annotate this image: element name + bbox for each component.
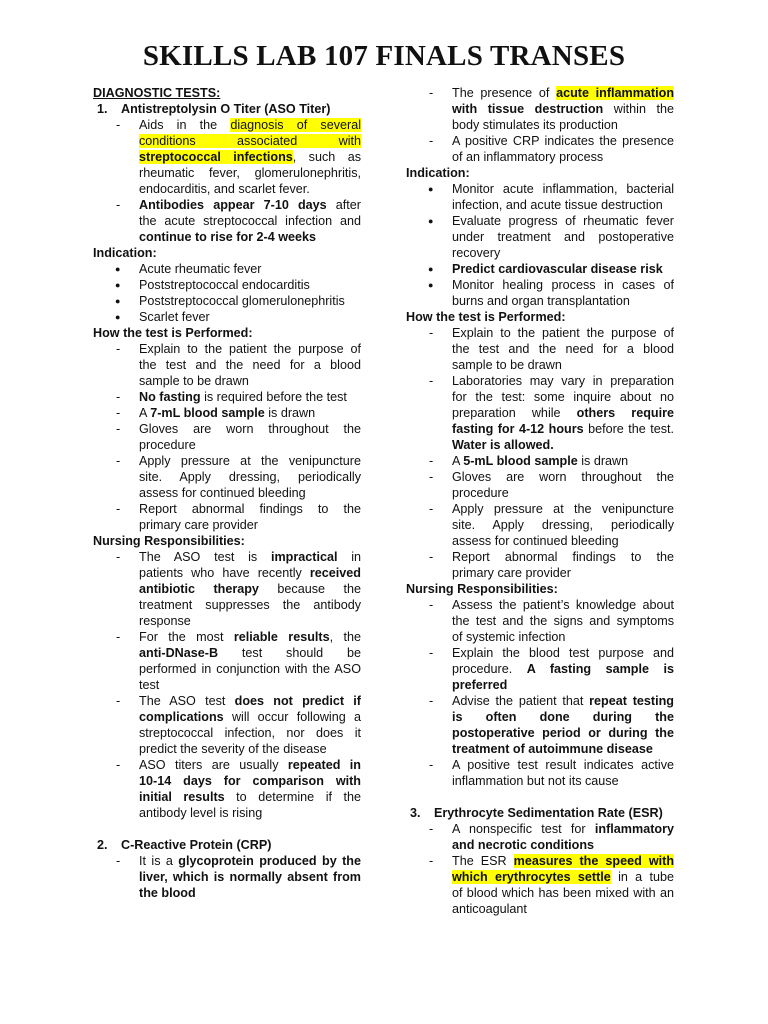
text-run: antibody level is rising [139,806,263,820]
text-run: Apply pressure at the venipuncture [139,454,361,468]
item-continuation [406,869,674,885]
dash-item [406,645,674,661]
item-continuation [406,533,674,549]
item-continuation [406,485,674,501]
bullet-item [93,293,361,309]
item-continuation [406,565,674,581]
text-run: A nonspecific test for [452,822,595,836]
dash-item [406,693,674,709]
item-continuation [406,117,674,133]
dash-marker: - [116,198,121,212]
text-run: How the test is Performed: [406,310,566,324]
text-run: rheumatic fever, glomerulonephritis, [139,166,361,180]
dash-item [406,597,674,613]
text-run: A [452,454,464,468]
item-continuation [93,149,361,165]
bullet-marker: ● [428,280,434,290]
text-run: Report abnormal findings to the [452,550,674,564]
text-run: It is a [139,854,179,868]
bullet-item [93,309,361,325]
text-run: Poststreptococcal glomerulonephritis [139,294,345,308]
text-run: the test and the need for a blood [139,358,361,372]
text-run: , such as [292,150,361,164]
text-run: ASO titers are usually [139,758,288,772]
dash-item [406,453,674,469]
text-run: Scarlet fever [139,310,210,324]
item-continuation [406,741,674,757]
text-run: anti-DNase-B [139,646,219,660]
text-run: the test and the need for a blood [452,342,674,356]
text-run: sample to be drawn [452,358,562,372]
item-continuation [93,469,361,485]
dash-marker: - [116,550,121,564]
text-run: assess for continued bleeding [452,534,619,548]
text-run: Nursing Responsibilities: [93,534,245,548]
section-heading [406,309,674,325]
dash-item [406,325,674,341]
item-continuation [93,677,361,693]
text-run: received [309,566,361,580]
text-run: Laboratories may vary in preparation [452,374,674,388]
dash-item [93,853,361,869]
text-run: liver, which is normally absent from [139,870,361,884]
item-continuation [406,885,674,901]
dash-marker: - [116,630,121,644]
text-run: The ASO test [139,694,235,708]
text-run: performed in conjunction with the ASO [139,662,361,676]
text-run: burns and organ transplantation [452,294,630,308]
text-run: procedure [139,438,196,452]
text-run: repeated in [287,758,361,772]
item-continuation [93,613,361,629]
item-continuation [406,837,674,853]
text-run: Erythrocyte Sedimentation Rate (ESR) [434,806,663,820]
text-run: in [337,550,361,564]
text-run: The ESR [452,854,514,868]
list-number: 1. [97,102,108,116]
text-run: because the [258,582,361,596]
section-heading [93,85,361,101]
text-run: body stimulates its production [452,118,618,132]
text-run: of an inflammatory process [452,150,604,164]
text-run: preparation while [452,406,577,420]
section-heading [93,245,361,261]
bullet-marker: ● [428,216,434,226]
dash-item [93,197,361,213]
text-run: the acute streptococcal infection and [139,214,361,228]
section-heading [93,533,361,549]
dash-marker: - [429,470,434,484]
blank-line [93,821,361,837]
text-run: recovery [452,246,501,260]
dash-marker: - [116,502,121,516]
item-continuation [93,133,361,149]
text-run: is drawn [264,406,316,420]
text-run: test [139,678,160,692]
dash-item [93,693,361,709]
dash-item [406,821,674,837]
text-run: for the test: some inquire about no [452,390,674,404]
item-continuation [93,661,361,677]
list-number: 2. [97,838,108,852]
item-continuation [406,229,674,245]
item-continuation [406,661,674,677]
item-continuation [93,709,361,725]
text-run: C-Reactive Protein (CRP) [121,838,272,852]
text-run: after [326,198,361,212]
section-heading [93,325,361,341]
text-run: Explain to the patient the purpose of [139,342,361,356]
dash-item [93,453,361,469]
item-continuation [93,517,361,533]
dash-marker: - [116,694,121,708]
left-column [93,85,361,901]
item-continuation [406,405,674,421]
item-continuation [93,869,361,885]
text-run: antibiotic therapy [139,582,259,596]
numbered-heading [406,805,674,821]
item-continuation [93,373,361,389]
text-run: Advise the patient that [452,694,590,708]
bullet-item [406,181,674,197]
list-number: 3. [410,806,421,820]
text-run: site. Apply dressing, periodically [452,518,674,532]
text-run: patients who have recently [139,566,310,580]
dash-marker: - [116,758,121,772]
text-run: Monitor healing process in cases of [452,278,674,292]
item-continuation [93,789,361,805]
item-continuation [406,245,674,261]
text-run: acute inflammation [556,86,674,100]
item-continuation [406,101,674,117]
dash-marker: - [429,694,434,708]
text-run: streptococcal infections [139,150,293,164]
text-run: Explain the blood test purpose and [452,646,674,660]
dash-marker: - [429,646,434,660]
text-run: anticoagulant [452,902,527,916]
text-run: streptococcal infection, nor does it [139,726,361,740]
text-run: 7-mL blood sample [150,406,265,420]
dash-marker: - [429,854,434,868]
bullet-marker: ● [115,312,121,322]
text-run: conditions associated with [139,134,361,148]
bullet-item [93,277,361,293]
text-run: A positive test result indicates active [452,758,674,772]
text-run: others require [576,406,674,420]
dash-marker: - [429,550,434,564]
text-run: test should be [218,646,361,660]
text-run: is drawn [577,454,629,468]
text-run: complications [139,710,224,724]
bullet-item [93,261,361,277]
dash-marker: - [429,326,434,340]
text-run: Nursing Responsibilities: [406,582,558,596]
item-continuation [406,901,674,917]
text-run: Apply pressure at the venipuncture [452,502,674,516]
text-run: , the [329,630,361,644]
text-run: A positive CRP indicates the presence [452,134,674,148]
text-run: is often done during the [452,710,674,724]
text-run: treatment suppresses the antibody [139,598,361,612]
text-run: Assess the patient’s knowledge about [452,598,674,612]
item-continuation [406,677,674,693]
text-run: Gloves are worn throughout the [452,470,674,484]
text-run: under treatment and postoperative [452,230,674,244]
text-run: procedure [452,486,509,500]
dash-marker: - [116,454,121,468]
text-run: is required before the test [200,390,347,404]
dash-item [406,757,674,773]
text-run: the test and the signs and symptoms [452,614,674,628]
bullet-marker: ● [428,184,434,194]
dash-marker: - [429,134,434,148]
bullet-marker: ● [115,264,121,274]
text-run: diagnosis of several [230,118,361,132]
text-run: Water is allowed. [452,438,554,452]
dash-marker: - [116,854,121,868]
item-continuation [93,165,361,181]
item-continuation [93,885,361,901]
text-run: and necrotic conditions [452,838,595,852]
text-run: of blood which has been mixed with an [452,886,674,900]
dash-item [93,501,361,517]
text-run: primary care provider [139,518,258,532]
dash-item [93,629,361,645]
text-run: site. Apply dressing, periodically [139,470,361,484]
dash-marker: - [429,502,434,516]
item-continuation [406,421,674,437]
text-run: response [139,614,191,628]
section-heading [406,165,674,181]
text-run: For the most [139,630,234,644]
dash-marker: - [429,822,434,836]
dash-item [406,469,674,485]
text-run: sample to be drawn [139,374,249,388]
dash-marker: - [429,374,434,388]
text-run: Explain to the patient the purpose of [452,326,674,340]
item-continuation [406,629,674,645]
text-run: in a tube [610,870,674,884]
text-run: A [139,406,151,420]
dash-marker: - [116,118,121,132]
numbered-heading [93,837,361,853]
text-run: will occur following a [223,710,361,724]
text-run: How the test is Performed: [93,326,253,340]
text-run: A fasting sample is [526,662,674,676]
dash-marker: - [116,390,121,404]
item-continuation [406,341,674,357]
dash-item [93,341,361,357]
text-run: preferred [452,678,508,692]
text-run: infection, and acute tissue destruction [452,198,663,212]
right-column [406,85,674,917]
text-run: Indication: [93,246,157,260]
item-continuation [406,293,674,309]
text-run: primary care provider [452,566,571,580]
dash-marker: - [429,86,434,100]
text-run: which erythrocytes settle [452,870,611,884]
text-run: Monitor acute inflammation, bacterial [452,182,674,196]
dash-item [406,549,674,565]
dash-marker: - [429,454,434,468]
dash-item [406,85,674,101]
item-continuation [406,357,674,373]
dash-item [406,501,674,517]
text-run: assess for continued bleeding [139,486,306,500]
text-run: 5-mL blood sample [463,454,578,468]
bullet-marker: ● [428,264,434,274]
text-run: does not predict if [234,694,361,708]
item-continuation [93,597,361,613]
item-continuation [93,565,361,581]
text-run: the blood [139,886,196,900]
text-run: continue to rise for 2-4 weeks [139,230,317,244]
text-run: inflammation but not its cause [452,774,619,788]
text-run: 10-14 days for comparison with [139,774,361,788]
dash-marker: - [429,598,434,612]
blank-line [406,789,674,805]
text-run: of systemic infection [452,630,566,644]
text-run: inflammatory [594,822,674,836]
text-run: Antibodies appear 7-10 days [139,198,327,212]
text-run: initial results [139,790,225,804]
numbered-heading [93,101,361,117]
dash-item [93,117,361,133]
text-run: glycoprotein produced by the [178,854,361,868]
text-run: procedure. [452,662,527,676]
text-run: predict the severity of the disease [139,742,327,756]
item-continuation [93,805,361,821]
item-continuation [406,773,674,789]
dash-item [93,421,361,437]
item-continuation [406,709,674,725]
text-run: impractical [270,550,338,564]
item-continuation [93,213,361,229]
dash-marker: - [429,758,434,772]
text-run: Report abnormal findings to the [139,502,361,516]
dash-marker: - [116,406,121,420]
text-run: to determine if the [224,790,361,804]
item-continuation [406,725,674,741]
item-continuation [93,741,361,757]
text-run: Evaluate progress of rheumatic fever [452,214,674,228]
dash-item [406,373,674,389]
bullet-item [406,277,674,293]
item-continuation [406,613,674,629]
document-title: SKILLS LAB 107 FINALS TRANSES [142,40,626,72]
dash-marker: - [116,342,121,356]
item-continuation [406,197,674,213]
item-continuation [93,485,361,501]
text-run: treatment of autoimmune disease [452,742,653,756]
item-continuation [406,149,674,165]
dash-item [406,853,674,869]
dash-item [93,405,361,421]
item-continuation [93,725,361,741]
bullet-marker: ● [115,280,121,290]
dash-marker: - [116,422,121,436]
text-run: Aids in the [139,118,231,132]
text-run: repeat testing [589,694,674,708]
text-run: Antistreptolysin O Titer (ASO Titer) [121,102,331,116]
item-continuation [406,437,674,453]
text-run: Poststreptococcal endocarditis [139,278,310,292]
dash-item [93,389,361,405]
item-continuation [93,645,361,661]
item-continuation [93,357,361,373]
bullet-item [406,213,674,229]
dash-item [406,133,674,149]
item-continuation [406,517,674,533]
item-continuation [406,389,674,405]
text-run: DIAGNOSTIC TESTS: [93,86,221,100]
text-run: Gloves are worn throughout the [139,422,361,436]
text-run: Indication: [406,166,470,180]
text-run: measures the speed with [513,854,674,868]
dash-item [93,549,361,565]
text-run: The presence of [452,86,557,100]
bullet-marker: ● [115,296,121,306]
text-run: postoperative period or during the [452,726,674,740]
item-continuation [93,773,361,789]
item-continuation [93,181,361,197]
item-continuation [93,581,361,597]
text-run: No fasting [139,390,201,404]
text-run: with tissue destruction [452,102,604,116]
text-run: Acute rheumatic fever [139,262,262,276]
section-heading [406,581,674,597]
dash-item [93,757,361,773]
text-run: before the test. [583,422,674,436]
text-run: fasting for 4-12 hours [452,422,584,436]
text-run: The ASO test is [139,550,271,564]
item-continuation [93,229,361,245]
text-run: within the [603,102,674,116]
text-run: Predict cardiovascular disease risk [452,262,663,276]
text-run: endocarditis, and scarlet fever. [139,182,310,196]
text-run: reliable results [233,630,330,644]
item-continuation [93,437,361,453]
bullet-item [406,261,674,277]
